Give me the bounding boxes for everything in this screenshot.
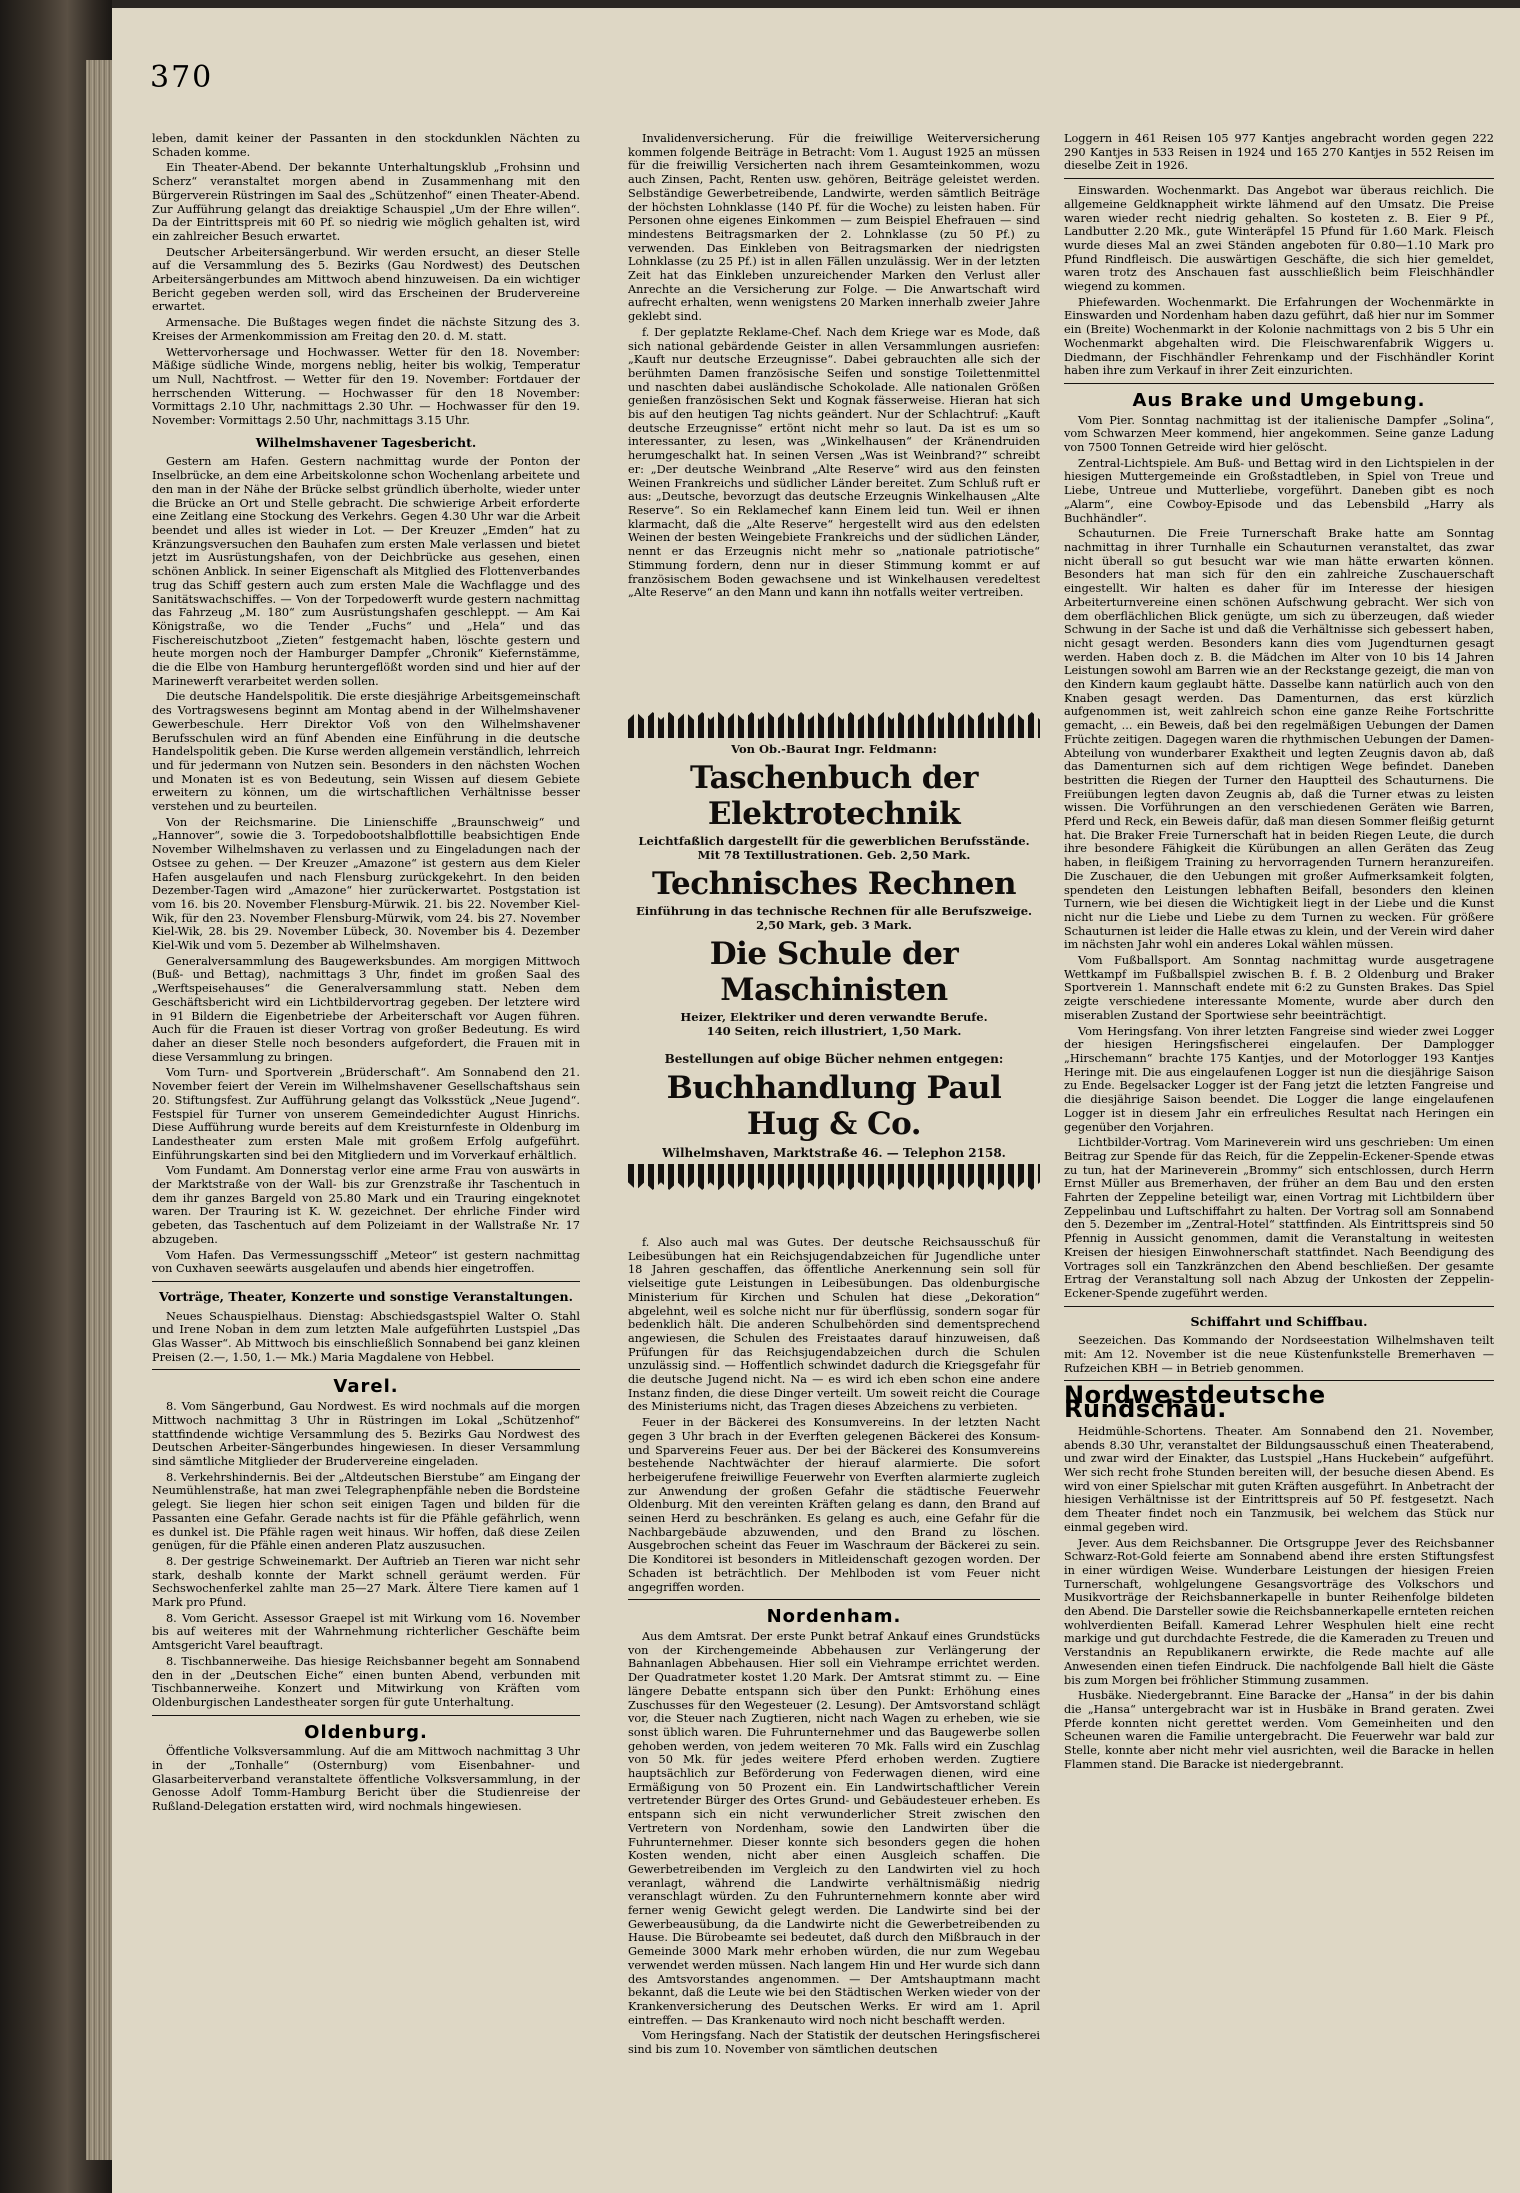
- article-text: Seezeichen. Das Kommando der Nordseestation Wilhelmshaven teilt mit: Am 12. November ist die neue Küstenfunkstelle Bremerhaven — Rufzeichen KBH — in Betrieb genommen.: [1064, 1334, 1494, 1375]
- column-right: [1064, 132, 1494, 2122]
- article-text: Einswarden. Wochenmarkt. Das Angebot war überaus reichlich. Die allgemeine Geldknappheit wirkte lähmend auf den Umsatz. Die Preise waren wieder recht niedrig gehalten. So kosteten z. B. Eier 9 Pf., Landbutter 2.20 Mk., gute Winteräpfel 15 Pfund für 1.60 Mark. Fleisch wurde dieses Mal an zwei Ständen angeboten für 0.80—1.10 Mark pro Pfund Rindfleisch. Die auswärtigen Geschäfte, die sich hier gemeldet, waren trotz des Anschauen fast ausschließlich beim Fleischhändler wiegend zu kommen.: [1064, 184, 1494, 294]
- divider: [1064, 383, 1494, 384]
- place-heading-varel: Varel.: [333, 1376, 399, 1398]
- section-heading: Schiffahrt und Schiffbau.: [1190, 1313, 1368, 1329]
- column-middle-top: [628, 132, 1040, 702]
- article-text: Gestern am Hafen. Gestern nachmittag wurde der Ponton der Inselbrücke, an dem eine Arbeitskolonne schon Wochenlang arbeitete und den man in der Nähe der Brücke selbst gründlich überholte, wieder unter die Brücke an Ort und Stelle gebracht. Die schwierige Arbeit erforderte eine Zeitlang eine Stockung des Verkehrs. Gegen 4.30 Uhr war die Arbeit beendet und alles ist wieder in Lot. — Der Kreuzer „Emden“ hat zu Kränzungsversuchen den Bauhafen zum ersten Male verlassen und bietet jetzt im Ausrüstungshafen, von der Deichbrücke aus gesehen, einen schönen Anblick. In seiner Eigenschaft als Mitglied des Flottenverbandes trug das Schiff gestern auch zum ersten Male die Wachflagge und des Sanitätswachschiffes. — Von der Torpedowerft wurde gestern nachmittag das Fahrzeug „M. 180“ zum Ausrüstungshafen geschleppt. — Am Kai Königstraße, wo die Tender „Fuchs“ und „Hela“ und das Fischereischutzboot „Zieten“ festgemacht haben, löschte gestern und heute morgen noch der Hamburger Dampfer „Chronik“ Kiefernstämme, die die Elbe von Hamburg heruntergeflößt worden sind und hier auf der Marinewerft verarbeitet werden sollen.: [152, 455, 580, 688]
- divider: [152, 1281, 580, 1282]
- ad-address: Wilhelmshaven, Marktstraße 46. — Telephon 2158.: [662, 1146, 1006, 1160]
- ad-book-desc: Heizer, Elektriker und deren verwandte Berufe.: [680, 1010, 988, 1024]
- article-text: Vom Turn- und Sportverein „Brüderschaft“. Am Sonnabend den 21. November feiert der Verein im Wilhelmshavener Gesellschaftshaus sein 20. Stiftungsfest. Zur Aufführung gelangt das Volksstück „Neue Jugend“. Festspiel für Turner von unserem Gemeindedichter August Hinrichs. Diese Aufführung wurde bereits auf dem Kreisturnfeste in Oldenburg im Landestheater zum ersten Male mit großem Erfolg aufgeführt. Einführungskarten sind bei den Mitgliedern und im Vorverkauf erhältlich.: [152, 1066, 580, 1162]
- ad-order-note: Bestellungen auf obige Bücher nehmen entgegen:: [664, 1052, 1004, 1066]
- article-text: 8. Vom Sängerbund, Gau Nordwest. Es wird nochmals auf die morgen Mittwoch nachmittag 3 Uhr in Rüstringen im Lokal „Schützenhof“ stattfindende wichtige Versammlung des 5. Bezirks Gau Nordwest des Deutschen Arbeiter-Sängerbundes hingewiesen. In dieser Versammlung sind sämtliche Mitglieder der Brudervereine eingeladen.: [152, 1400, 580, 1468]
- article-text: Öffentliche Volksversammlung. Auf die am Mittwoch nachmittag 3 Uhr in der „Tonhalle“ (Osternburg) vom Eisenbahner- und Glasarbeiterverband veranstaltete öffentliche Volksversammlung, in der Genosse Adolf Tomm-Hamburg Bericht über die Studienreise der Rußland-Delegation erstatten wird, wird nochmals hingewiesen.: [152, 1745, 580, 1814]
- article-text: Wettervorhersage und Hochwasser. Wetter für den 18. November: Mäßige südliche Winde, morgens neblig, heiter bis wolkig, Temperatur um Null, Nachtfrost. — Wetter für den 19. November: Fortdauer der herrschenden Witterung. — Hochwasser für den 18 November: Vormittags 2.10 Uhr, nachmittags 2.30 Uhr. — Hochwasser für den 19. November: Vormittags 2.50 Uhr, nachmittags 3.15 Uhr.: [152, 345, 580, 428]
- article-text: Ein Theater-Abend. Der bekannte Unterhaltungsklub „Frohsinn und Scherz“ veranstaltet morgen abend in Zusammenhang mit den Bürgerverein Rüstringen im Saal des „Schützenhof“ einen Theater-Abend. Zur Aufführung gelangt das dreiaktige Schauspiel „Um der Ehre willen“. Da der Eintrittspreis mit 60 Pf. so niedrig wie möglich gehalten ist, wird ein zahlreicher Besuch erwartet.: [152, 161, 580, 243]
- ad-author: Von Ob.-Baurat Ingr. Feldmann:: [731, 742, 937, 756]
- article-text: f. Also auch mal was Gutes. Der deutsche Reichsausschuß für Leibesübungen hat ein Reichsjugendabzeichen für Jugendliche unter 18 Jahren geschaffen, das öffentliche Anerkennung sein soll für vielseitige gute Leistungen in Leibesübungen. Das oldenburgische Ministerium für Kirchen und Schulen hat diese „Dekoration“ abgelehnt, weil es solche nicht nur für überflüssig, sondern sogar für bedenklich hält. Die anderen Schulbehörden sind dementsprechend angewiesen, die Schulen des Freistaates darauf hinzuweisen, daß Prüfungen für das Reichsjugendabzeichen durch die Schulen unzulässig sind. — Hoffentlich schwindet dadurch die Kriegsgefahr für die deutsche Jugend nicht. Na — es wird ich eben schon eine andere Instanz finden, die diese Dinger verteilt. Um soweit reicht die Courage des Ministeriums nicht, das Tragen dieses Abzeichens zu verbieten.: [628, 1236, 1040, 1414]
- ad-ornament-bottom: [628, 1164, 1040, 1190]
- ad-company-name: Buchhandlung Paul Hug & Co.: [666, 1070, 1002, 1142]
- ad-book-title: Technisches Rechnen: [652, 866, 1016, 902]
- ad-book-desc: Einführung in das technische Rechnen für alle Berufszweige.: [635, 904, 1033, 918]
- article-text: Aus dem Amtsrat. Der erste Punkt betraf Ankauf eines Grundstücks von der Kirchengemeinde Abbehausen zur Verlängerung der Bahnanlagen Abbehausen. Hier soll ein Viehrampe errichtet werden. Der Quadratmeter kostet 1.20 Mark. Der Amtsrat stimmt zu. — Eine längere Debatte entspann sich über den Punkt: Erhöhung eines Zuschusses für den Wegesteuer (2. Lesung). Der Amtsvorstand schlägt vor, die Steuer nach Zugtieren, nicht nach Wagen zu erheben, wie sie sonst üblich waren. Die Fuhrunternehmer und das Baugewerbe sollen gehoben werden, von jedem weiteren 70 Mk. Falls wird ein Zuschlag von 50 Mk. für jedes weitere Pferd erhoben werden. Zugtiere hauptsächlich zur Beförderung von Federwagen dienen, wird eine Ermäßigung von 50 Prozent ein. Ein Landwirtschaftlicher Verein vertretender Bürger des Ortes Grund- und Gebäudesteuer erheben. Es entspann sich ein nicht verwunderlicher Streit zwischen den Vertretern von Nordenham, sowie den Landwirten über die Fuhrunternehmer. Dieser konnte sich besonders gegen die hohen Kosten wenden, nicht aber einen Ausgleich schaffen. Die Gewerbetreibenden im Vergleich zu den Landwirten viel zu hoch veranlagt, während die Landwirte verhältnismäßig niedrig veranschlagt würden. Zu den Fuhrunternehmern konnte aber wird ferner wenig Gewicht gelegt werden. Die Landwirte sind bei der Gewerbeausübung, da die Landwirte nicht die Gewerbetreibenden zu Hause. Die Bürobeamte sei bedeutet, daß durch den Mißbrauch in der Gemeinde 3000 Mark mehr erhoben würden, die nur zum Wegebau verwendet werden müssen. Nach langem Hin und Her wurde sich dann des Amtsvorstandes angenommen. — Der Amtshauptmann macht bekannt, daß die Leute wie bei den Städtischen Werken wieder von der Krankenversicherung des Deutschen Werks. Er wird am 1. April eintreffen. — Das Krankenauto wird noch nicht beschafft werden.: [628, 1629, 1040, 2027]
- article-text: 8. Tischbannerweihe. Das hiesige Reichsbanner begeht am Sonnabend den in der „Deutschen Eiche“ einen bunten Abend, verbunden mit Tischbannerweihe. Konzert und Mitwirkung von Kräften vom Oldenburgischen Landestheater sorgen für gute Unterhaltung.: [152, 1654, 580, 1709]
- article-text: leben, damit keiner der Passanten in den stockdunklen Nächten zu Schaden komme.: [152, 132, 580, 159]
- article-text: Lichtbilder-Vortrag. Vom Marineverein wird uns geschrieben: Um einen Beitrag zur Spende für das Reich, für die Zeppelin-Eckener-Spende etwas zu tun, hat der Marineverein „Brommy“ sich entschlossen, durch Herrn Ernst Müller aus Bremerhaven, der früher an dem Bau und den ersten Fahrten der Zeppeline beteiligt war, einen Vortrag mit Lichtbildern über Zeppelinbau und Luftschiffahrt zu halten. Der Vortrag soll am Sonnabend den 5. Dezember im „Zentral-Hotel“ stattfinden. Als Eintrittspreis sind 50 Pfennig in Aussicht genommen, damit die Veranstaltung in weitesten Kreisen der hiesigen Einwohnerschaft stattfindet. Nach Beendigung des Vortrages soll ein Tanzkränzchen den Abend beschließen. Der gesamte Ertrag der Veranstaltung soll nach Abzug der Unkosten der Zeppelin-Eckener-Spende zugeführt werden.: [1064, 1136, 1494, 1300]
- article-text: Die deutsche Handelspolitik. Die erste diesjährige Arbeitsgemeinschaft des Vortragswesens beginnt am Montag abend in der Wilhelmshavener Gewerbeschule. Herr Direktor Voß von den Wilhelmshavener Berufsschulen wird an fünf Abenden eine Einführung in die deutsche Handelspolitik geben. Die Kurse werden allgemein verständlich, lehrreich und für jedermann von Nutzen sein. Besonders in den nächsten Wochen und Monaten ist es von Bedeutung, sein Wissen auf diesem Gebiete erweitern zu können, um die wirtschaftlichen Verhältnisse besser verstehen und zu beurteilen.: [152, 690, 580, 814]
- article-text: 8. Der gestrige Schweinemarkt. Der Auftrieb an Tieren war nicht sehr stark, deshalb konnte der Markt schnell geräumt werden. Für Sechswochenferkel zahlte man 25—27 Mark. Ältere Tiere kamen auf 1 Mark pro Pfund.: [152, 1554, 580, 1610]
- article-text: Loggern in 461 Reisen 105 977 Kantjes angebracht worden gegen 222 290 Kantjes in 533 Reisen in 1924 und 165 270 Kantjes in 552 Reisen im dieselbe Zeit in 1926.: [1064, 132, 1494, 173]
- article-text: Invalidenversicherung. Für die freiwillige Weiterversicherung kommen folgende Beiträge in Betracht: Vom 1. August 1925 an müssen für die freiwillig Versicherten nach ihrem Gesamteinkommen, wozu auch Zinsen, Pacht, Renten usw. gehören, Beiträge geleistet werden. Selbständige Gewerbetreibende, Landwirte, werden sämtlich Beiträge der höchsten Lohnklasse (140 Pf. für die Woche) zu leisten haben. Für Personen ohne eigenes Einkommen — zum Beispiel Ehefrauen — sind mindestens Beitragsmarken der 2. Lohnklasse (zu 50 Pf.) zu verwenden. Das Einkleben von Beitragsmarken der niedrigsten Lohnklasse (zu 25 Pf.) ist in allen Fällen unzulässig. Wer in der letzten Zeit hat das Einkleben unzureichender Marken den Verlust aller Anrechte an die Versicherung zur Folge. — Die Anwartschaft wird aufrecht erhalten, wenn wenigstens 20 Marken innerhalb zweier Jahre geklebt sind.: [628, 132, 1040, 324]
- page-stack-edge: [86, 60, 112, 2160]
- section-heading: Wilhelmshavener Tagesbericht.: [255, 434, 477, 450]
- ad-book-desc: Mit 78 Textillustrationen. Geb. 2,50 Mark.: [697, 848, 971, 862]
- place-heading-nordenham: Nordenham.: [766, 1606, 902, 1628]
- ad-book-title: Taschenbuch der Elektrotechnik: [690, 760, 978, 832]
- page-number: 370: [150, 60, 214, 95]
- article-text: Husbäke. Niedergebrannt. Eine Baracke der „Hansa“ in der bis dahin die „Hansa“ untergebracht war ist in Husbäke in Brand geraten. Zwei Pferde konnten nicht gerettet werden. Vom Gemeinheiten und den Scheunen waren die Familie untergebracht. Die Feuerwehr war bald zur Stelle, konnte aber nicht mehr viel ausrichten, weil die Baracke in hellen Flammen stand. Die Baracke ist niedergebrannt.: [1064, 1689, 1494, 1771]
- article-text: f. Der geplatzte Reklame-Chef. Nach dem Kriege war es Mode, daß sich national gebärdende Geister in allen Versammlungen ausriefen: „Kauft nur deutsche Erzeugnisse“. Dabei gebrauchten alle sich der berühmten Damen französische Seifen und sonstige Toilettenmittel und naschten dabei ausländische Schokolade. Alle nationalen Größen genießen französischen Sekt und Kognak fässerweise. Hieran hat sich bis auf den heutigen Tag nichts geändert. Nur der Schlachtruf: „Kauft deutsche Erzeugnisse“ ertönt nicht mehr so laut. Da ist es um so interessanter, zu lesen, was „Winkelhausen“ der Kränendruiden herumgeschalkt hat. In seinen Versen „Was ist Weinbrand?“ schreibt er: „Der deutsche Weinbrand „Alte Reserve“ wird aus den feinsten Weinen Frankreichs und südlicher Länder bereitet. Zum Schluß ruft er aus: „Deutsche, bevorzugt das deutsche Erzeugnis Winkelhausen „Alte Reserve“. So ein Reklamechef kann Einem leid tun. Weil er ihnen klarmacht, daß die „Alte Reserve“ hergestellt wird aus den edelsten Weinen der besten Weingebiete Frankreichs und der südlichen Länder, nennt er das Erzeugnis nicht mehr so „nationale patriotische“ Stimmung fordern, denn nur in dieser Stimmung kommt er auf französischem Boden gewachsene und ist Winkelhausen veredeltest „Alte Reserve“ an den Mann und kann ihn notfalls weiter vertreiben.: [628, 325, 1040, 600]
- article-text: Vom Pier. Sonntag nachmittag ist der italienische Dampfer „Solina“, vom Schwarzen Meer kommend, hier angekommen. Seine ganze Ladung von 7500 Tonnen Getreide wird hier gelöscht.: [1064, 413, 1494, 455]
- column-middle-bottom: [628, 1236, 1040, 2152]
- article-text: Vom Fundamt. Am Donnerstag verlor eine arme Frau von auswärts in der Marktstraße von der Wall- bis zur Grenzstraße ihr Taschentuch in dem ihr ganzes Bargeld von 25.80 Mark und ein Trauring eingeknotet waren. Der Trauring ist K. W. gezeichnet. Der ehrliche Finder wird gebeten, das Taschentuch auf dem Polizeiamt in der Wallstraße Nr. 17 abzugeben.: [152, 1164, 580, 1246]
- article-text: Von der Reichsmarine. Die Linienschiffe „Braunschweig“ und „Hannover“, sowie die 3. Torpedobootshalbflottille beabsichtigen Ende November Wilhelmshaven zu verlassen und zu Eingeladungen nach der Ostsee zu gehen. — Der Kreuzer „Amazone“ ist gestern aus dem Kieler Hafen ausgelaufen und nach Flensburg zurückgekehrt. In den beiden Dezember-Tagen wird „Amazone“ hier zurückerwartet. Postgstation ist vom 16. bis 20. November Flensburg-Mürwik. 21. bis 22. November Kiel-Wik, für den 23. November Flensburg-Mürwik, vom 24. bis 27. November Kiel-Wik, 28. bis 29. November Lübeck, 30. November bis 4. Dezember Kiel-Wik und vom 5. Dezember ab Wilhelmshaven.: [152, 815, 580, 953]
- ad-book-desc: 140 Seiten, reich illustriert, 1,50 Mark.: [706, 1024, 962, 1038]
- article-text: 8. Vom Gericht. Assessor Graepel ist mit Wirkung vom 16. November bis auf weiteres mit der Wahrnehmung richterlicher Geschäfte beim Amtsgericht Varel beauftragt.: [152, 1611, 580, 1653]
- article-text: Zentral-Lichtspiele. Am Buß- und Bettag wird in den Lichtspielen in der hiesigen Muttergemeinde ein Großstadtleben, in Spiel von Treue und Liebe, Untreue und Mutterliebe, vorgeführt. Daneben gibt es noch „Alarm“, eine Cowboy-Episode und das Lebensbild „Harry als Buchhändler“.: [1064, 456, 1494, 525]
- article-text: Deutscher Arbeitersängerbund. Wir werden ersucht, an dieser Stelle auf die Versammlung des 5. Bezirks (Gau Nordwest) des Deutschen Arbeitersängerbundes am Mittwoch abend hinzuweisen. Da ein wichtiger Bericht gegeben werden soll, wird das Erscheinen der Brudervereine erwartet.: [152, 245, 580, 314]
- section-heading: Vorträge, Theater, Konzerte und sonstige Veranstaltungen.: [159, 1288, 573, 1304]
- divider: [152, 1715, 580, 1716]
- article-text: Neues Schauspielhaus. Dienstag: Abschiedsgastspiel Walter O. Stahl und Irene Noban in dem zum letzten Male aufgeführten Lustspiel „Das Glas Wasser“. Ab Mittwoch bis einschließlich Sonnabend bei ganz kleinen Preisen (2.—, 1.50, 1.— Mk.) Maria Magdalene von Hebbel.: [152, 1309, 580, 1364]
- section-heading-brake: Aus Brake und Umgebung.: [1132, 389, 1426, 411]
- divider: [152, 1369, 580, 1370]
- book-advertisement: [628, 708, 1040, 1224]
- article-text: Vom Fußballsport. Am Sonntag nachmittag wurde ausgetragene Wettkampf im Fußballspiel zwischen B. f. B. 2 Oldenburg und Braker Sportverein 1. Mannschaft endete mit 6:2 zu Gunsten Brakes. Das Spiel zeigte verschiedene interessante Momente, wurde aber durch den miserablen Zustand der Sportwiese sehr beeinträchtigt.: [1064, 954, 1494, 1022]
- divider: [1064, 178, 1494, 179]
- place-heading-oldenburg: Oldenburg.: [304, 1721, 428, 1743]
- article-text: 8. Verkehrshindernis. Bei der „Altdeutschen Bierstube“ am Eingang der Neumühlenstraße, hat man zwei Telegraphenpfähle neben die Bordsteine gelegt. Sie liegen hier schon seit einigen Tagen und bilden für die Passanten eine Gefahr. Gerade nachts ist für die Pfähle gefährlich, wenn es dunkel ist. Die Pfähle ragen weit hinaus. Wir hoffen, daß diese Zeilen genügen, für die Pfähle einen anderen Platz auszusuchen.: [152, 1470, 580, 1553]
- article-text: Vom Heringsfang. Nach der Statistik der deutschen Heringsfischerei sind bis zum 10. November von sämtlichen deutschen: [628, 2029, 1040, 2057]
- column-left: [152, 132, 580, 2122]
- article-text: Phiefewarden. Wochenmarkt. Die Erfahrungen der Wochenmärkte in Einswarden und Nordenham haben dazu geführt, daß hier nur im Sommer ein (Breite) Wochenmarkt in der Kolonie nachmittags von 2 bis 5 Uhr ein Wochenmarkt abgehalten wird. Die Fleischwarenfabrik Wiggers u. Diedmann, der Fischhändler Fehrenkamp und der Fischhändler Korint haben ihre zum Verkauf in ihrer Zeit einzurichten.: [1064, 295, 1494, 378]
- ad-book-desc: 2,50 Mark, geb. 3 Mark.: [756, 918, 912, 932]
- article-text: Armensache. Die Bußtages wegen findet die nächste Sitzung des 3. Kreises der Armenkommission am Freitag den 20. d. M. statt.: [152, 316, 580, 343]
- article-text: Jever. Aus dem Reichsbanner. Die Ortsgruppe Jever des Reichsbanner Schwarz-Rot-Gold feierte am Sonnabend abend ihre ersten Stiftungsfest in einer würdigen Weise. Wunderbare Leistungen der hiesigen Freien Turnerschaft, wohlgelungene Gesangsvorträge des Volkschors und Musikvorträge der Reichsbannerkapelle in bunter Reihenfolge bildeten den Abend. Die Darsteller sowie die Reichsbannerkapelle ernteten reichen wohlverdienten Beifall. Kamerad Lehrer Wesphulen hielt eine recht markige und gut durchdachte Festrede, die die Kameraden zu Treuen und Verstandnis an Republikanern erwirkte, die Rede machte auf alle Anwesenden einen tiefen Eindruck. Die nachfolgende Ball hielt die Gäste bis zum Morgen bei fröhlicher Stimmung zusammen.: [1064, 1536, 1494, 1687]
- article-text: Vom Hafen. Das Vermessungsschiff „Meteor“ ist gestern nachmittag von Cuxhaven seewärts ausgelaufen und abends hier eingetroffen.: [152, 1248, 580, 1276]
- divider: [1064, 1306, 1494, 1307]
- ad-book-desc: Leichtfaßlich dargestellt für die gewerblichen Berufsstände.: [638, 834, 1030, 848]
- ad-ornament-top: [628, 712, 1040, 738]
- section-heading-rundschau: Nordwestdeutsche Rundschau.: [1064, 1381, 1326, 1424]
- article-text: Vom Heringsfang. Von ihrer letzten Fangreise sind wieder zwei Logger der hiesigen Heringsfischerei eingelaufen. Der Damplogger „Hirschemann“ brachte 175 Kantjes, und der Motorlogger 193 Kantjes Heringe mit. Die aus eingelaufenen Logger ist nun die diesjährige Saison zu Ende. Begelsacker Logger ist der Fang jetzt die letzten Fangreise und die diesjährige Saison beendet. Die Logger die lange eingelaufenen Logger ist in diesem Jahr ein erfreuliches Resultat nach Heringen ein gegenüber den Vorjahren.: [1064, 1024, 1494, 1134]
- ad-book-title: Die Schule der Maschinisten: [709, 936, 959, 1008]
- article-text: Heidmühle-Schortens. Theater. Am Sonnabend den 21. November, abends 8.30 Uhr, veranstaltet der Bildungsausschuß einen Theaterabend, und zwar wird der Einakter, das Lustspiel „Hans Huckebein“ aufgeführt. Wer sich recht frohe Stunden bereiten will, der besuche diesen Abend. Es wird von einer Spielschar mit guten Kräften ausgeführt. In Anbetracht der hiesigen Verhältnisse ist der Eintrittspreis auf 50 Pf. festgesetzt. Nach dem Theater findet noch ein Tanzmusik, bei welchem das Stück nur einmal gegeben wird.: [1064, 1424, 1494, 1534]
- article-text: Schauturnen. Die Freie Turnerschaft Brake hatte am Sonntag nachmittag in ihrer Turnhalle ein Schauturnen veranstaltet, das zwar nicht überall so gut besucht war wie man hätte erwarten können. Besonders hat man sich für den ein zahlreiche Zuschauerschaft eingestellt. Wir halten es daher für im Interesse der hiesigen Arbeiterturnvereine einen schönen Aufschwung gebracht. Wer sich von dem oberflächlichen Blick genügte, um sich zu überzeugen, daß wieder Schwung in der Sache ist und daß die Verhältnisse sich gebessert haben, nicht gesagt werden. Besonders kann dies vom Jugendturnen gesagt werden. Haben doch z. B. die Mädchen im Alter von 10 bis 14 Jahren Leistungen sowohl am Barren wie an der Reckstange gezeigt, die man von den Kindern kaum geglaubt hätte. Dasselbe kann natürlich auch von den Knaben gesagt werden. Das Damenturnen, das erst kürzlich aufgenommen ist, weit zahlreich schon eine ganze Reihe Fortschritte gemacht, ... ein Beweis, daß bei den regelmäßigen Uebungen der Damen Früchte zeitigen. Dagegen waren die rhythmischen Uebungen der Damen-Abteilung von wunderbarer Exaktheit und legten Zeugnis davon ab, daß das Damenturnen sich auf dem richtigen Wege befindet. Daneben bestritten die Riegen der Turner den Hauptteil des Schauturnens. Die Freiübungen legten davon Zeugnis ab, daß die Turner etwas zu leisten wissen. Die Vorführungen an den verschiedenen Geräten wie Barren, Pferd und Reck, ein Beweis dafür, daß man diesen Sommer fleißig geturnt hat. Die Braker Freie Turnerschaft hat in beiden Riegen Leute, die durch ihre besondere Fähigkeit die Kürübungen an allen Geräten das Zeug haben, in fleißigem Training zu hervorragenden Turnern heranzureifen. Die Zuschauer, die den Uebungen mit großer Aufmerksamkeit folgten, spendeten den Leistungen lebhaften Beifall, besonders den kleinen Turnern, wie bei diesen die Wichtigkeit liegt in der Liebe und die Kunst nicht nur die Liebe und Liebe zu dem Turnen zu wecken. Für größere Schauturnen ist leider die Halle etwas zu klein, und der Verein wird daher im nächsten Jahr wohl ein anderes Lokal wählen müssen.: [1064, 527, 1494, 952]
- article-text: Feuer in der Bäckerei des Konsumvereins. In der letzten Nacht gegen 3 Uhr brach in der Everften gelegenen Bäckerei des Konsum- und Sparvereins Feuer aus. Der bei der Bäckerei des Konsumvereins bestehende Nachtwächter der hierauf alarmierte. Die sofort herbeigerufene freiwillige Feuerwehr von Everften alarmierte zugleich zur Anwendung der großen Gefahr die städtische Feuerwehr Oldenburg. Mit den vereinten Kräften gelang es dann, den Brand auf seinen Herd zu beschränken. Es gelang es auch, eine Gefahr für die Nachbargebäude abzuwenden, und den Brand zu löschen. Ausgebrochen scheint das Feuer im Waschraum der Bäckerei zu sein. Die Konditorei ist besonders in Mitleidenschaft gezogen worden. Der Schaden ist beträchtlich. Der Mehlboden ist vom Feuer nicht angegriffen worden.: [628, 1416, 1040, 1594]
- article-text: Generalversammlung des Baugewerksbundes. Am morgigen Mittwoch (Buß- und Bettag), nachmittags 3 Uhr, findet im großen Saal des „Werftspeisehauses“ die Generalversammlung statt. Neben dem Geschäftsbericht wird ein Lichtbildervortrag gegeben. Der letztere wird in 91 Bildern die Eigenbetriebe der Arbeiterschaft vor Augen führen. Auch für die Frauen ist dieser Vortrag von großer Bedeutung. Es wird daher an dieser Stelle noch besonders aufgefordert, die Frauen mit in diese Versammlung zu bringen.: [152, 954, 580, 1064]
- divider: [628, 1599, 1040, 1600]
